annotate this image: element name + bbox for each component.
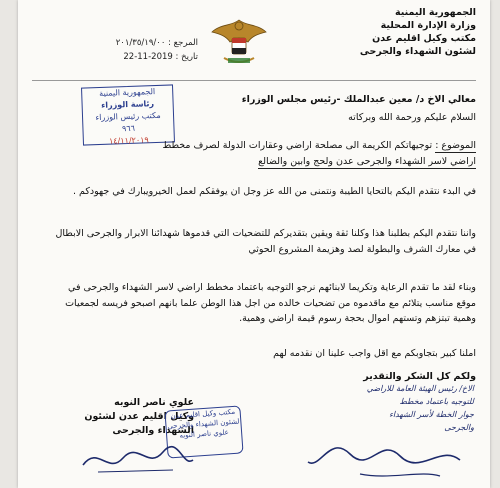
paragraph-text: وبناء لقد ما تقدم الرعاية وتكريما لابنائهم نرجو التوجيه باعتماد مخطط اراضي لاسر الشهداء والجرحى في موقع مناسب يتلائم مع ماقدموه من تضحيات خالده من اجل هذا الوطن علما بانهم اصبحو فريسه لجمعيات وهمية تبتزهم وتستهم اموال بحجة رسوم قيمة اراضي وهمية. (65, 282, 476, 324)
letterhead-line: الجمهورية اليمنية (395, 7, 476, 18)
stamp-line: ١٤/١١/٢٠١٩ (108, 135, 149, 146)
paragraph-text: واننا نتقدم اليكم بطلبنا هذا وكلنا ثقة ويقين بتقديركم للتضحيات التي قدموها شهدائنا الابرار والجرحى الابطال في معارك الشرف والبطولة لصد وهزيمة المشروع الحوثي (55, 228, 476, 255)
stamp-line: مكتب وكيل اقليم عدن (170, 407, 236, 421)
closing-line: ولكم كل الشكر والتقدير (363, 371, 476, 382)
paragraph-4 (46, 346, 476, 362)
stamp-line: ٩٦٦ (121, 123, 136, 134)
subject-label: الموضوع : (435, 140, 476, 151)
reference-block (58, 36, 198, 64)
ref-label: المرجع : (168, 38, 198, 48)
signatory-title-2: الشهداء والجرحى (112, 425, 194, 436)
date-label: تاريخ : (175, 52, 198, 62)
stamp-line: رئاسة الوزراء (101, 99, 155, 110)
subject-line-2: اراضي لاسر الشهداء والجرحى عدن ولحج وابين والضالع (258, 155, 476, 167)
stamp-line: لشئون الشهداء والجرحى (167, 417, 240, 431)
paragraph-3 (46, 280, 476, 327)
handwritten-line: للتوجيه باعتماد مخطط (399, 397, 474, 406)
paragraph-1 (46, 184, 476, 200)
signatory-title-1: وكيل اقليم عدن لشئون (84, 411, 194, 422)
handwritten-line: الاخ/ رئيس الهيئة العامة للاراضي (366, 384, 474, 393)
letter-opening (96, 92, 476, 127)
letterhead-line: وزارة الإدارة المحلية (380, 20, 476, 31)
stamp-line: الجمهورية اليمنية (99, 87, 156, 98)
header-divider (32, 80, 476, 81)
letter-page (18, 0, 490, 488)
ref-value: ٢٠١/٣٥/١٩/٠٠ (115, 38, 166, 48)
paragraph-text: في البدء نتقدم اليكم بالتحايا الطيبة ونتمنى من الله عز وجل ان يوفقكم لعمل الخيرويبارك في جهودكم . (72, 186, 476, 197)
signature-area (18, 370, 490, 488)
stamp-line: مكتب رئيس الوزراء (95, 110, 161, 123)
eagle-emblem-icon (208, 14, 270, 68)
handwritten-directive (274, 382, 474, 434)
recipient-line: معالي الاخ د/ معين عبدالملك -رئيس مجلس الوزراء (241, 94, 476, 105)
date-value: 2019-11-22 (123, 52, 173, 62)
paragraph-text: املنا كبير بتجاوبكم مع اقل واجب علينا ان نقدمه لهم (273, 348, 476, 359)
stamp-line: علوي ناصر النوبه (179, 428, 230, 440)
letterhead (306, 6, 476, 58)
handwritten-line: جوار الخطة لأسر الشهداء (389, 410, 474, 419)
pm-signature-scribble-icon (300, 440, 470, 484)
subject-block (46, 138, 476, 169)
subject-line-1: توجيهاتكم الكريمة الى مصلحة اراضي وعقارات الدولة لصرف مخطط (162, 140, 433, 151)
signature-scribble-icon (78, 440, 198, 480)
signatory-name: علوي ناصر النوبه (114, 397, 194, 408)
letterhead-line: لشئون الشهداء والجرحى (359, 46, 476, 57)
handwritten-line: والجرحى (444, 423, 474, 432)
letterhead-line: مكتب وكيل اقليم عدن (372, 33, 476, 44)
paragraph-2 (46, 226, 476, 257)
greeting-line: السلام عليكم ورحمة الله وبركاته (348, 111, 476, 123)
